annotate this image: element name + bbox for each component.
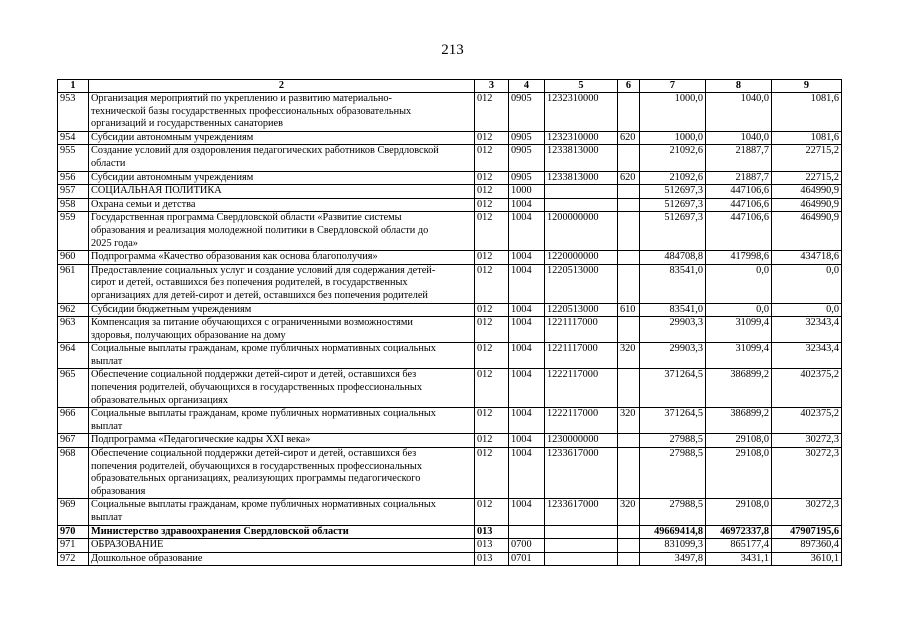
header-cell: 9 bbox=[772, 80, 842, 93]
header-cell: 4 bbox=[509, 80, 545, 93]
description-cell bbox=[89, 303, 475, 317]
admin-code-cell: 012 bbox=[475, 408, 509, 434]
section-code-cell: 1004 bbox=[509, 408, 545, 434]
row-number-cell: 958 bbox=[58, 198, 89, 212]
table-row bbox=[58, 264, 842, 303]
row-number-cell: 957 bbox=[58, 185, 89, 199]
amount-cell-9: 402375,2 bbox=[772, 369, 842, 408]
expense-type-cell: 610 bbox=[618, 303, 640, 317]
target-article-cell: 1222117000 bbox=[545, 408, 618, 434]
amount-cell-7: 21092,6 bbox=[640, 145, 706, 171]
page-number: 213 bbox=[441, 42, 464, 58]
expense-type-cell bbox=[618, 552, 640, 566]
header-cell: 7 bbox=[640, 80, 706, 93]
amount-cell-7: 27988,5 bbox=[640, 448, 706, 499]
description-line: организациях для детей-сирот и детей, оставшихся без попечения родителей bbox=[91, 289, 428, 301]
target-article-cell: 1233617000 bbox=[545, 448, 618, 499]
amount-cell-7: 512697,3 bbox=[640, 185, 706, 199]
row-number-cell: 971 bbox=[58, 539, 89, 553]
table-row bbox=[58, 539, 842, 553]
description-line: Предоставление социальных услуг и создание условий для содержания детей- bbox=[91, 264, 436, 276]
amount-cell-8: 1040,0 bbox=[706, 131, 772, 145]
table-row bbox=[58, 212, 842, 251]
admin-code-cell: 012 bbox=[475, 171, 509, 185]
admin-code-cell: 012 bbox=[475, 448, 509, 499]
expense-type-cell bbox=[618, 212, 640, 251]
row-number-cell: 965 bbox=[58, 369, 89, 408]
row-number-cell: 964 bbox=[58, 343, 89, 369]
amount-cell-7: 512697,3 bbox=[640, 212, 706, 251]
amount-cell-7: 21092,6 bbox=[640, 171, 706, 185]
table-row bbox=[58, 317, 842, 343]
description-line: Дошкольное образование bbox=[91, 552, 203, 564]
amount-cell-9: 464990,9 bbox=[772, 212, 842, 251]
amount-cell-7: 27988,5 bbox=[640, 499, 706, 525]
admin-code-cell: 012 bbox=[475, 434, 509, 448]
description-cell bbox=[89, 131, 475, 145]
table-row bbox=[58, 499, 842, 525]
row-number-cell: 969 bbox=[58, 499, 89, 525]
amount-cell-8: 29108,0 bbox=[706, 499, 772, 525]
description-line: 2025 года» bbox=[91, 237, 138, 249]
row-number-cell: 966 bbox=[58, 408, 89, 434]
description-line: ОБРАЗОВАНИЕ bbox=[91, 539, 164, 551]
expense-type-cell: 620 bbox=[618, 171, 640, 185]
table-row bbox=[58, 369, 842, 408]
target-article-cell: 1220513000 bbox=[545, 264, 618, 303]
description-line: Субсидии бюджетным учреждениям bbox=[91, 303, 252, 315]
row-number-cell: 970 bbox=[58, 525, 89, 539]
section-code-cell bbox=[509, 525, 545, 539]
section-code-cell: 1004 bbox=[509, 434, 545, 448]
header-cell: 8 bbox=[706, 80, 772, 93]
section-code-cell: 1004 bbox=[509, 317, 545, 343]
expense-type-cell: 320 bbox=[618, 499, 640, 525]
amount-cell-9: 22715,2 bbox=[772, 145, 842, 171]
section-code-cell: 1004 bbox=[509, 448, 545, 499]
amount-cell-8: 29108,0 bbox=[706, 434, 772, 448]
table-row bbox=[58, 408, 842, 434]
row-number-cell: 956 bbox=[58, 171, 89, 185]
amount-cell-8: 3431,1 bbox=[706, 552, 772, 566]
expense-type-cell: 320 bbox=[618, 408, 640, 434]
row-number-cell: 961 bbox=[58, 264, 89, 303]
description-line: образования и реализация молодежной политики в Свердловской области до bbox=[91, 224, 429, 236]
description-cell bbox=[89, 264, 475, 303]
amount-cell-8: 0,0 bbox=[706, 264, 772, 303]
description-cell bbox=[89, 369, 475, 408]
amount-cell-9: 22715,2 bbox=[772, 171, 842, 185]
section-code-cell: 1004 bbox=[509, 369, 545, 408]
expense-type-cell bbox=[618, 145, 640, 171]
section-code-cell: 1004 bbox=[509, 499, 545, 525]
description-line: выплат bbox=[91, 355, 123, 367]
description-cell bbox=[89, 408, 475, 434]
description-line: образовательных организациях bbox=[91, 394, 229, 406]
target-article-cell: 1230000000 bbox=[545, 434, 618, 448]
amount-cell-9: 32343,4 bbox=[772, 317, 842, 343]
section-code-cell: 1004 bbox=[509, 264, 545, 303]
amount-cell-7: 83541,0 bbox=[640, 264, 706, 303]
section-code-cell: 1004 bbox=[509, 212, 545, 251]
description-cell bbox=[89, 317, 475, 343]
amount-cell-8: 1040,0 bbox=[706, 93, 772, 132]
row-number-cell: 959 bbox=[58, 212, 89, 251]
table-row bbox=[58, 145, 842, 171]
amount-cell-7: 27988,5 bbox=[640, 434, 706, 448]
amount-cell-7: 49669414,8 bbox=[640, 525, 706, 539]
expense-type-cell bbox=[618, 539, 640, 553]
table-row bbox=[58, 198, 842, 212]
description-line: Министерство здравоохранения Свердловской области bbox=[91, 525, 349, 537]
header-cell: 5 bbox=[545, 80, 618, 93]
admin-code-cell: 012 bbox=[475, 303, 509, 317]
amount-cell-8: 31099,4 bbox=[706, 317, 772, 343]
amount-cell-9: 30272,3 bbox=[772, 448, 842, 499]
budget-table bbox=[57, 79, 842, 566]
description-cell bbox=[89, 185, 475, 199]
section-code-cell: 1004 bbox=[509, 198, 545, 212]
row-number-cell: 955 bbox=[58, 145, 89, 171]
table-row bbox=[58, 525, 842, 539]
amount-cell-9: 3610,1 bbox=[772, 552, 842, 566]
admin-code-cell: 012 bbox=[475, 317, 509, 343]
description-cell bbox=[89, 212, 475, 251]
row-number-cell: 953 bbox=[58, 93, 89, 132]
section-code-cell: 0905 bbox=[509, 171, 545, 185]
admin-code-cell: 013 bbox=[475, 539, 509, 553]
expense-type-cell bbox=[618, 93, 640, 132]
target-article-cell: 1232310000 bbox=[545, 93, 618, 132]
description-cell bbox=[89, 539, 475, 553]
admin-code-cell: 012 bbox=[475, 212, 509, 251]
description-line: Компенсация за питание обучающихся с ограниченными возможностями bbox=[91, 317, 413, 329]
amount-cell-9: 464990,9 bbox=[772, 185, 842, 199]
amount-cell-7: 371264,5 bbox=[640, 408, 706, 434]
expense-type-cell bbox=[618, 434, 640, 448]
table-row bbox=[58, 343, 842, 369]
admin-code-cell: 012 bbox=[475, 185, 509, 199]
table-row bbox=[58, 434, 842, 448]
amount-cell-7: 83541,0 bbox=[640, 303, 706, 317]
amount-cell-8: 447106,6 bbox=[706, 198, 772, 212]
expense-type-cell: 320 bbox=[618, 343, 640, 369]
description-line: Подпрограмма «Качество образования как основа благополучия» bbox=[91, 251, 378, 263]
section-code-cell: 1004 bbox=[509, 303, 545, 317]
description-line: Социальные выплаты гражданам, кроме публичных нормативных социальных bbox=[91, 343, 436, 355]
expense-type-cell bbox=[618, 317, 640, 343]
amount-cell-8: 447106,6 bbox=[706, 212, 772, 251]
table-row bbox=[58, 303, 842, 317]
amount-cell-9: 464990,9 bbox=[772, 198, 842, 212]
description-line: Охрана семьи и детства bbox=[91, 198, 196, 210]
description-cell bbox=[89, 525, 475, 539]
target-article-cell bbox=[545, 552, 618, 566]
description-cell bbox=[89, 434, 475, 448]
header-cell: 1 bbox=[58, 80, 89, 93]
header-cell: 3 bbox=[475, 80, 509, 93]
target-article-cell: 1233813000 bbox=[545, 171, 618, 185]
table-body bbox=[58, 93, 842, 566]
description-line: Социальные выплаты гражданам, кроме публичных нормативных социальных bbox=[91, 408, 436, 420]
description-line: технической базы государственных профессиональных образовательных bbox=[91, 105, 412, 117]
admin-code-cell: 013 bbox=[475, 525, 509, 539]
amount-cell-9: 32343,4 bbox=[772, 343, 842, 369]
table-row bbox=[58, 131, 842, 145]
admin-code-cell: 012 bbox=[475, 93, 509, 132]
amount-cell-9: 434718,6 bbox=[772, 251, 842, 265]
description-line: Социальные выплаты гражданам, кроме публичных нормативных социальных bbox=[91, 499, 436, 511]
row-number-cell: 960 bbox=[58, 251, 89, 265]
description-line: попечения родителей, обучающихся в государственных профессиональных bbox=[91, 382, 422, 394]
description-line: выплат bbox=[91, 512, 123, 523]
amount-cell-8: 21887,7 bbox=[706, 145, 772, 171]
amount-cell-7: 29903,3 bbox=[640, 343, 706, 369]
description-cell bbox=[89, 448, 475, 499]
amount-cell-7: 371264,5 bbox=[640, 369, 706, 408]
row-number-cell: 967 bbox=[58, 434, 89, 448]
description-cell bbox=[89, 145, 475, 171]
table-row bbox=[58, 171, 842, 185]
target-article-cell: 1232310000 bbox=[545, 131, 618, 145]
section-code-cell: 0701 bbox=[509, 552, 545, 566]
row-number-cell: 972 bbox=[58, 552, 89, 566]
expense-type-cell bbox=[618, 264, 640, 303]
expense-type-cell: 620 bbox=[618, 131, 640, 145]
expense-type-cell bbox=[618, 525, 640, 539]
description-line: здоровья, получающих образование на дому bbox=[91, 329, 286, 341]
section-code-cell: 0905 bbox=[509, 93, 545, 132]
admin-code-cell: 012 bbox=[475, 198, 509, 212]
table-row bbox=[58, 93, 842, 132]
description-line: Создание условий для оздоровления педагогических работников Свердловской bbox=[91, 145, 439, 157]
amount-cell-9: 0,0 bbox=[772, 303, 842, 317]
amount-cell-8: 865177,4 bbox=[706, 539, 772, 553]
amount-cell-8: 21887,7 bbox=[706, 171, 772, 185]
header-cell: 2 bbox=[89, 80, 475, 93]
admin-code-cell: 012 bbox=[475, 369, 509, 408]
target-article-cell: 1220513000 bbox=[545, 303, 618, 317]
row-number-cell: 963 bbox=[58, 317, 89, 343]
admin-code-cell: 012 bbox=[475, 499, 509, 525]
row-number-cell: 962 bbox=[58, 303, 89, 317]
amount-cell-9: 1081,6 bbox=[772, 131, 842, 145]
amount-cell-9: 402375,2 bbox=[772, 408, 842, 434]
row-number-cell: 968 bbox=[58, 448, 89, 499]
target-article-cell bbox=[545, 185, 618, 199]
amount-cell-9: 0,0 bbox=[772, 264, 842, 303]
section-code-cell: 0905 bbox=[509, 145, 545, 171]
header-cell: 6 bbox=[618, 80, 640, 93]
row-number-cell: 954 bbox=[58, 131, 89, 145]
target-article-cell bbox=[545, 198, 618, 212]
amount-cell-7: 3497,8 bbox=[640, 552, 706, 566]
description-line: образовательных организациях, реализующих программы педагогического bbox=[91, 473, 421, 485]
amount-cell-8: 29108,0 bbox=[706, 448, 772, 499]
section-code-cell: 0905 bbox=[509, 131, 545, 145]
amount-cell-8: 31099,4 bbox=[706, 343, 772, 369]
admin-code-cell: 013 bbox=[475, 552, 509, 566]
amount-cell-8: 447106,6 bbox=[706, 185, 772, 199]
description-line: образования bbox=[91, 485, 146, 497]
amount-cell-9: 1081,6 bbox=[772, 93, 842, 132]
table-row bbox=[58, 552, 842, 566]
description-line: Субсидии автономным учреждениям bbox=[91, 131, 254, 143]
target-article-cell: 1222117000 bbox=[545, 369, 618, 408]
table-row bbox=[58, 251, 842, 265]
description-cell bbox=[89, 171, 475, 185]
description-line: СОЦИАЛЬНАЯ ПОЛИТИКА bbox=[91, 185, 222, 197]
section-code-cell: 1004 bbox=[509, 251, 545, 265]
description-line: Субсидии автономным учреждениям bbox=[91, 171, 254, 183]
header-row bbox=[58, 80, 842, 93]
admin-code-cell: 012 bbox=[475, 251, 509, 265]
section-code-cell: 0700 bbox=[509, 539, 545, 553]
description-line: сирот и детей, оставшихся без попечения родителей, в государственных bbox=[91, 277, 408, 289]
amount-cell-7: 484708,8 bbox=[640, 251, 706, 265]
amount-cell-9: 897360,4 bbox=[772, 539, 842, 553]
expense-type-cell bbox=[618, 251, 640, 265]
target-article-cell: 1233813000 bbox=[545, 145, 618, 171]
description-line: Подпрограмма «Педагогические кадры XXI века» bbox=[91, 434, 311, 446]
amount-cell-8: 417998,6 bbox=[706, 251, 772, 265]
admin-code-cell: 012 bbox=[475, 343, 509, 369]
description-cell bbox=[89, 343, 475, 369]
admin-code-cell: 012 bbox=[475, 131, 509, 145]
description-line: попечения родителей, обучающихся в государственных профессиональных bbox=[91, 460, 422, 472]
amount-cell-9: 30272,3 bbox=[772, 434, 842, 448]
amount-cell-8: 46972337,8 bbox=[706, 525, 772, 539]
description-cell bbox=[89, 198, 475, 212]
amount-cell-7: 512697,3 bbox=[640, 198, 706, 212]
description-cell bbox=[89, 552, 475, 566]
target-article-cell: 1200000000 bbox=[545, 212, 618, 251]
amount-cell-8: 0,0 bbox=[706, 303, 772, 317]
amount-cell-7: 1000,0 bbox=[640, 93, 706, 132]
section-code-cell: 1004 bbox=[509, 343, 545, 369]
amount-cell-7: 1000,0 bbox=[640, 131, 706, 145]
expense-type-cell bbox=[618, 185, 640, 199]
description-cell bbox=[89, 499, 475, 525]
admin-code-cell: 012 bbox=[475, 264, 509, 303]
description-line: организаций и государственных санаториев bbox=[91, 118, 283, 130]
description-line: Обеспечение социальной поддержки детей-сирот и детей, оставшихся без bbox=[91, 369, 417, 381]
description-line: выплат bbox=[91, 420, 123, 432]
target-article-cell: 1220000000 bbox=[545, 251, 618, 265]
amount-cell-7: 29903,3 bbox=[640, 317, 706, 343]
section-code-cell: 1000 bbox=[509, 185, 545, 199]
amount-cell-8: 386899,2 bbox=[706, 408, 772, 434]
description-line: Организация мероприятий по укреплению и развитию материально- bbox=[91, 93, 392, 104]
description-cell bbox=[89, 93, 475, 132]
admin-code-cell: 012 bbox=[475, 145, 509, 171]
target-article-cell bbox=[545, 539, 618, 553]
target-article-cell: 1221117000 bbox=[545, 317, 618, 343]
expense-type-cell bbox=[618, 198, 640, 212]
amount-cell-9: 47907195,6 bbox=[772, 525, 842, 539]
table-row bbox=[58, 185, 842, 199]
target-article-cell: 1221117000 bbox=[545, 343, 618, 369]
amount-cell-9: 30272,3 bbox=[772, 499, 842, 525]
amount-cell-7: 831099,3 bbox=[640, 539, 706, 553]
description-line: Обеспечение социальной поддержки детей-сирот и детей, оставшихся без bbox=[91, 448, 417, 460]
expense-type-cell bbox=[618, 369, 640, 408]
description-line: области bbox=[91, 157, 126, 169]
target-article-cell: 1233617000 bbox=[545, 499, 618, 525]
table-row bbox=[58, 448, 842, 499]
target-article-cell bbox=[545, 525, 618, 539]
expense-type-cell bbox=[618, 448, 640, 499]
amount-cell-8: 386899,2 bbox=[706, 369, 772, 408]
description-cell bbox=[89, 251, 475, 265]
description-line: Государственная программа Свердловской области «Развитие системы bbox=[91, 212, 402, 224]
